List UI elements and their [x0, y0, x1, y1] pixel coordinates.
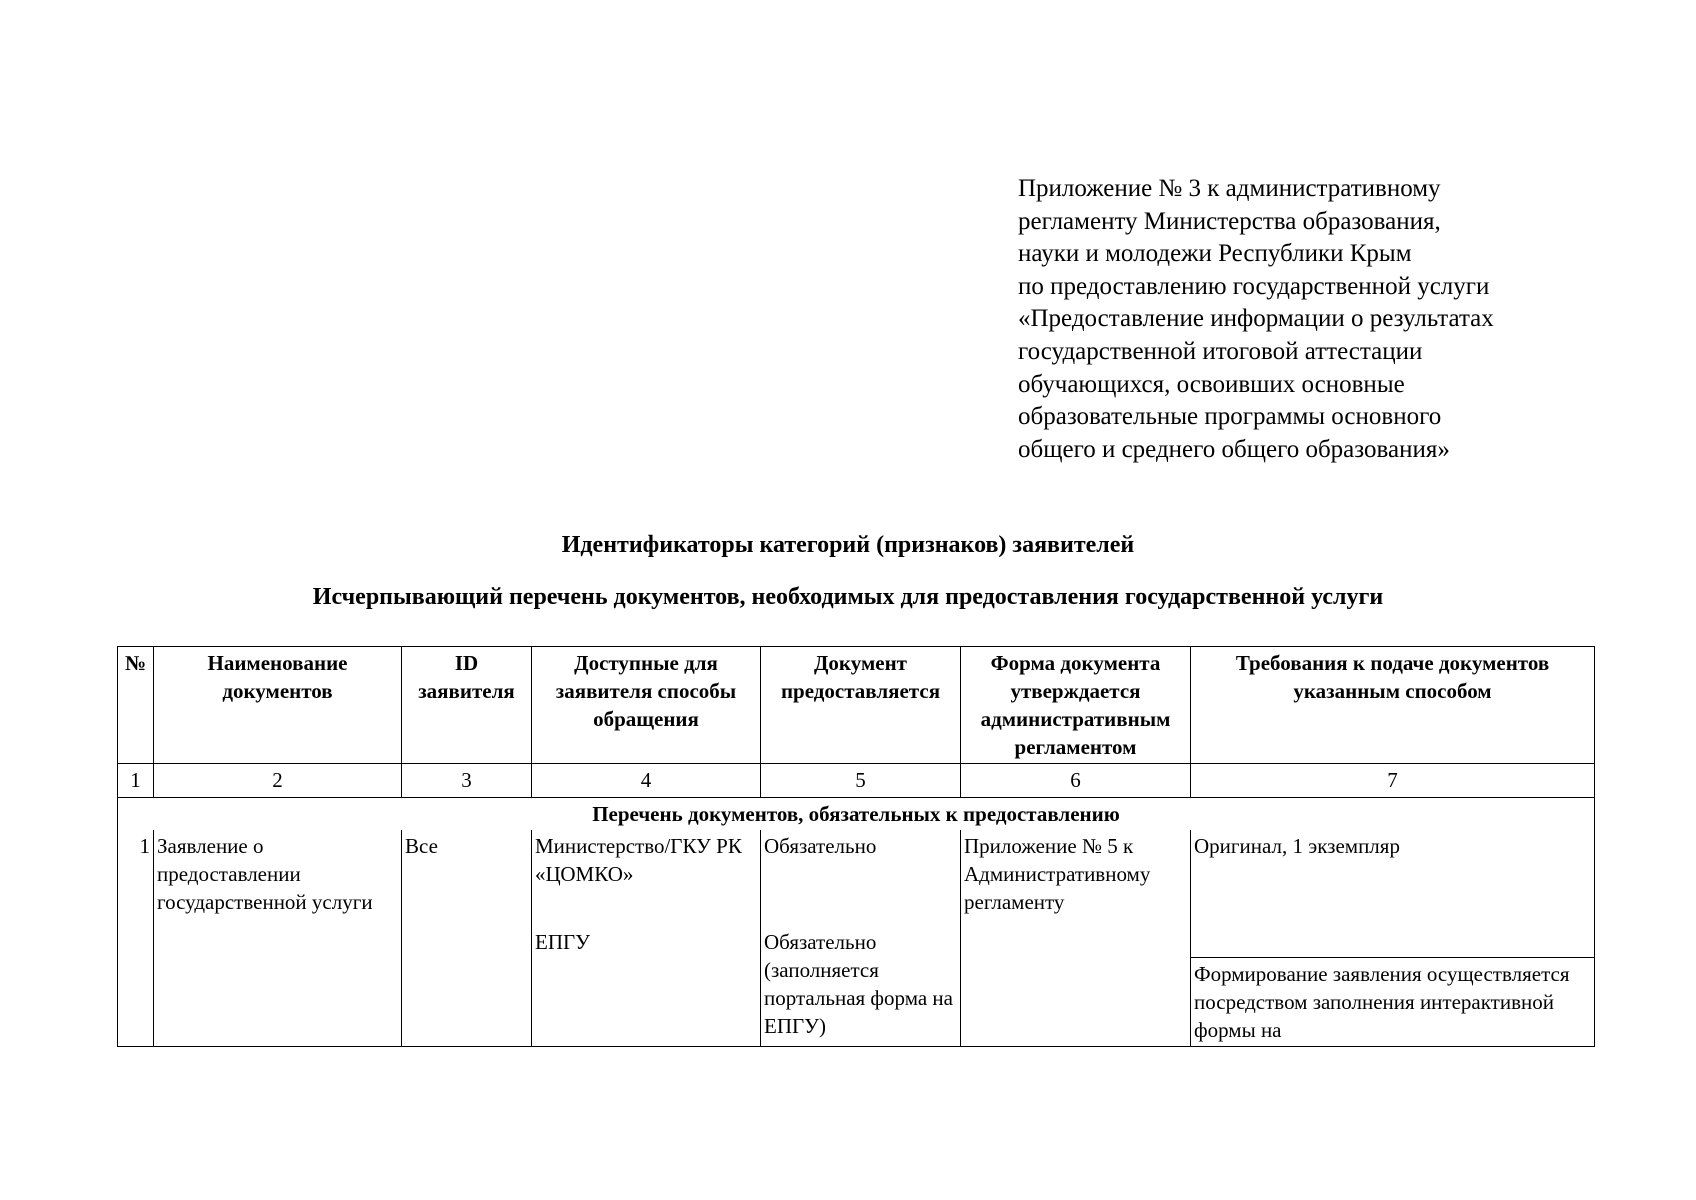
method-ministry: Министерство/ГКУ РК «ЦОМКО» — [535, 834, 742, 886]
provided-epgu: Обязательно (заполняется портальная форма на ЕПГУ) — [764, 930, 953, 1038]
requirement-ministry: Оригинал, 1 экземпляр — [1191, 830, 1594, 958]
table-header-row — [118, 647, 1595, 764]
header-cell-requirements: Требования к подаче документов указанным способом — [1191, 647, 1595, 764]
column-number: 4 — [532, 764, 761, 798]
appendix-line: государственной итоговой аттестации — [1018, 337, 1423, 365]
document-subtitle: Исчерпывающий перечень документов, необходимых для предоставления государственной услуги — [312, 584, 1384, 610]
section-header-row — [118, 798, 1595, 831]
appendix-line: образовательные программы основного — [1018, 403, 1442, 431]
requirements-cell — [1191, 830, 1595, 1047]
column-number: 1 — [118, 764, 154, 798]
provided-ministry: Обязательно — [764, 834, 877, 858]
column-number: 5 — [761, 764, 961, 798]
appendix-line: Приложение № 3 к административному — [1018, 175, 1441, 202]
methods-cell — [532, 830, 761, 1047]
document-name-cell: Заявление о предоставлении государственной услуги — [154, 830, 402, 1047]
form-cell: Приложение № 5 к Административному регламенту — [961, 830, 1191, 1047]
header-cell-name: Наименование документов — [154, 647, 402, 764]
applicant-id-cell: Все — [402, 830, 532, 1047]
column-number: 2 — [154, 764, 402, 798]
table-row — [118, 830, 1595, 1047]
appendix-line: регламенту Министерства образования, — [1018, 207, 1441, 235]
appendix-line: науки и молодежи Республики Крым — [1018, 240, 1412, 268]
provided-cell — [761, 830, 961, 1047]
column-number: 6 — [961, 764, 1191, 798]
appendix-line: «Предоставление информации о результатах — [1018, 305, 1494, 333]
row-number: 1 — [118, 830, 154, 1047]
method-epgu: ЕПГУ — [535, 930, 591, 954]
header-cell-methods: Доступные для заявителя способы обращения — [532, 647, 761, 764]
document-title: Идентификаторы категорий (признаков) заявителей — [561, 532, 1135, 558]
spacer — [764, 860, 957, 928]
spacer — [535, 888, 757, 928]
column-number: 3 — [402, 764, 532, 798]
header-cell-number: № — [118, 647, 154, 764]
requirement-epgu: Формирование заявления осуществляется посредством заполнения интерактивной формы на — [1194, 962, 1570, 1042]
appendix-line: обучающихся, освоивших основные — [1018, 370, 1405, 398]
documents-table — [117, 646, 1595, 1047]
appendix-header — [1018, 173, 1638, 466]
column-number-row — [118, 764, 1595, 798]
header-cell-form: Форма документа утверждается административным регламентом — [961, 647, 1191, 764]
appendix-line: общего и среднего общего образования» — [1018, 435, 1450, 463]
appendix-line: по предоставлению государственной услуги — [1018, 272, 1490, 300]
header-cell-applicant-id: ID заявителя — [402, 647, 532, 764]
header-cell-provided: Документ предоставляется — [761, 647, 961, 764]
section-title: Перечень документов, обязательных к предоставлению — [118, 798, 1595, 831]
column-number: 7 — [1191, 764, 1595, 798]
